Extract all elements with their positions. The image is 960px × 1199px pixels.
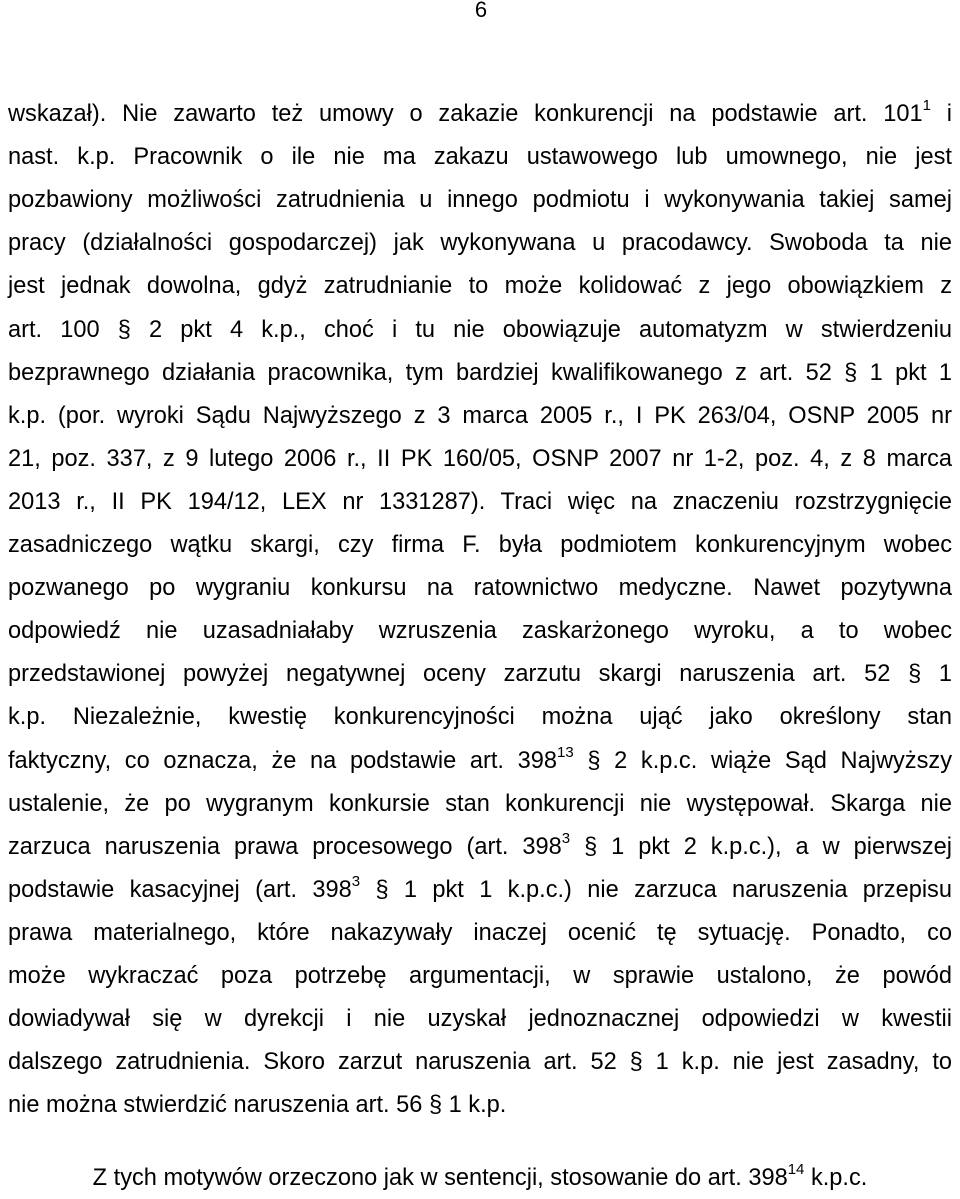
line-text: Z tych motywów orzeczono jak w sentencji, stosowanie do art. 398 bbox=[92, 1165, 788, 1191]
superscript: 3 bbox=[351, 872, 361, 890]
text-line bbox=[8, 227, 952, 259]
line-text-after: § 1 pkt 1 k.p.c.) nie zarzuca naruszenia przepisu bbox=[360, 876, 952, 903]
line-text: 21, poz. 337, z 9 lutego 2006 r., II PK 160/05, OSNP 2007 nr 1-2, poz. 4, z 8 marca bbox=[8, 445, 952, 472]
line-text-after: § 2 k.p.c. wiąże Sąd Najwyższy bbox=[573, 747, 952, 774]
text-line bbox=[8, 745, 952, 777]
line-text: prawa materialnego, które nakazywały inaczej ocenić tę sytuację. Ponadto, co bbox=[8, 919, 952, 946]
text-line bbox=[8, 1089, 952, 1121]
line-text: bezprawnego działania pracownika, tym bardziej kwalifikowanego z art. 52 § 1 pkt 1 bbox=[8, 359, 952, 386]
line-text: przedstawionej powyżej negatywnej oceny zarzutu skargi naruszenia art. 52 § 1 bbox=[8, 661, 952, 688]
text-line bbox=[8, 400, 952, 432]
line-text: może wykraczać poza potrzebę argumentacji, w sprawie ustalono, że powód bbox=[8, 963, 952, 989]
text-line bbox=[8, 615, 952, 647]
line-text: ustalenie, że po wygranym konkursie stan konkurencji nie występował. Skarga nie bbox=[8, 790, 952, 817]
line-text: pracy (działalności gospodarczej) jak wykonywana u pracodawcy. Swoboda ta nie bbox=[8, 230, 952, 257]
line-text: k.p. Niezależnie, kwestię konkurencyjności można ująć jako określony stan bbox=[8, 704, 952, 731]
line-text: pozbawiony możliwości zatrudnienia u innego podmiotu i wykonywania takiej samej bbox=[8, 187, 952, 214]
text-line bbox=[8, 98, 952, 130]
text-line bbox=[8, 1046, 952, 1078]
line-text: 2013 r., II PK 194/12, LEX nr 1331287). Traci więc na znaczeniu rozstrzygnięcie bbox=[8, 488, 952, 515]
text-line bbox=[8, 529, 952, 561]
text-line bbox=[8, 874, 952, 906]
line-text: art. 100 § 2 pkt 4 k.p., choć i tu nie obowiązuje automatyzm w stwierdzeniu bbox=[8, 316, 952, 343]
superscript: 3 bbox=[561, 829, 571, 847]
line-text: dowiadywał się w dyrekcji i nie uzyskał jednoznacznej odpowiedzi w kwestii bbox=[8, 1006, 952, 1033]
line-text: odpowiedź nie uzasadniałaby wzruszenia zaskarżonego wyroku, a to wobec bbox=[8, 618, 952, 645]
text-line bbox=[8, 960, 952, 992]
text-line bbox=[8, 572, 952, 604]
line-text: zarzuca naruszenia prawa procesowego (art. 398 bbox=[8, 833, 562, 860]
line-text: nie można stwierdzić naruszenia art. 56 § 1 k.p. bbox=[8, 1092, 507, 1119]
line-text: wskazał). Nie zawarto też umowy o zakazie konkurencji na podstawie art. 101 bbox=[8, 101, 923, 127]
text-line bbox=[8, 141, 952, 173]
line-text: k.p. (por. wyroki Sądu Najwyższego z 3 marca 2005 r., I PK 263/04, OSNP 2005 nr bbox=[8, 402, 952, 429]
line-text: dalszego zatrudnienia. Skoro zarzut naruszenia art. 52 § 1 k.p. nie jest zasadny, to bbox=[8, 1049, 952, 1076]
text-line bbox=[8, 831, 952, 863]
line-text: nast. k.p. Pracownik o ile nie ma zakazu ustawowego lub umownego, nie jest bbox=[8, 144, 952, 171]
superscript: 1 bbox=[922, 97, 931, 115]
text-line bbox=[8, 788, 952, 820]
text-line bbox=[8, 701, 952, 733]
text-line bbox=[8, 443, 952, 475]
line-text: jest jednak dowolna, gdyż zatrudnianie to może kolidować z jego obowiązkiem z bbox=[8, 273, 952, 300]
page-number: 6 bbox=[474, 0, 488, 22]
closing-sentence bbox=[0, 1162, 960, 1194]
text-line bbox=[8, 357, 952, 389]
text-line bbox=[8, 314, 952, 346]
text-line bbox=[8, 658, 952, 690]
line-text: podstawie kasacyjnej (art. 398 bbox=[8, 876, 352, 903]
line-text: faktyczny, co oznacza, że na podstawie art. 398 bbox=[8, 747, 557, 774]
text-line bbox=[8, 917, 952, 949]
text-line bbox=[8, 486, 952, 518]
line-text-after: § 1 pkt 2 k.p.c.), a w pierwszej bbox=[570, 833, 952, 860]
superscript: 14 bbox=[787, 1161, 805, 1179]
text-line bbox=[8, 1003, 952, 1035]
line-text: zasadniczego wątku skargi, czy firma F. była podmiotem konkurencyjnym wobec bbox=[8, 532, 952, 558]
text-line bbox=[8, 270, 952, 302]
text-line bbox=[8, 184, 952, 216]
line-text-after: i bbox=[930, 101, 952, 127]
line-text-after: k.p.c. bbox=[804, 1165, 868, 1191]
superscript: 13 bbox=[556, 743, 574, 761]
line-text: pozwanego po wygraniu konkursu na ratownictwo medyczne. Nawet pozytywna bbox=[8, 575, 952, 602]
